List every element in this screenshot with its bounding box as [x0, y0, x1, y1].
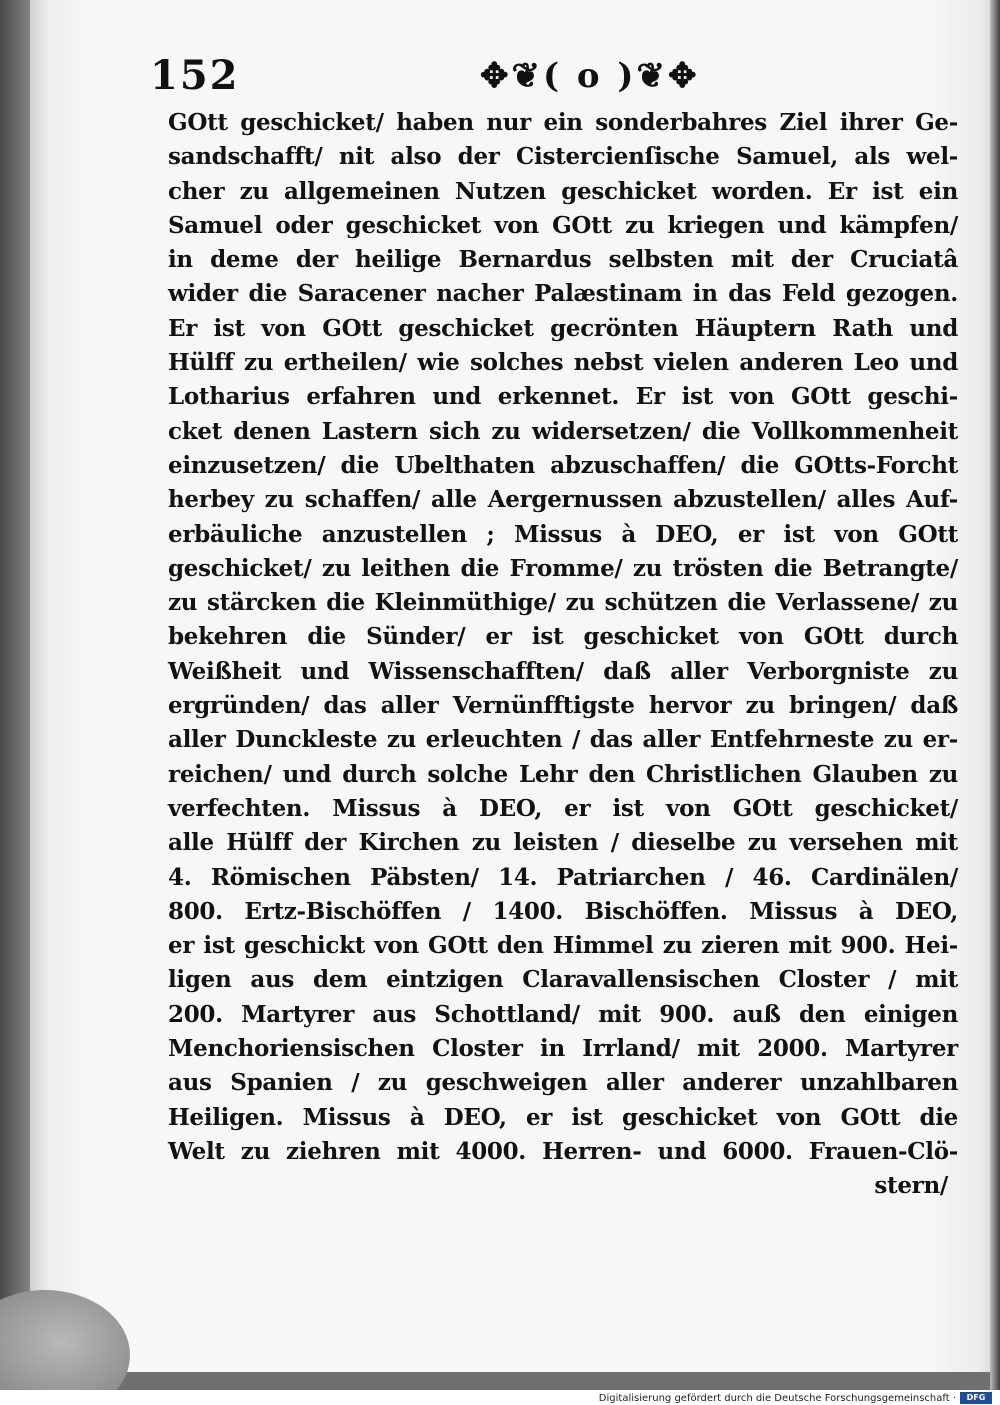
- running-header: [150, 52, 950, 112]
- text-line: Menchoriensischen Closter in Irrland/ mit 2000. Martyrer: [168, 1035, 958, 1063]
- text-line: Weißheit und Wissenschafften/ daß aller Verborgniste zu: [168, 657, 958, 685]
- text-line: zu stärcken die Kleinmüthige/ zu schützen die Verlassene/ zu: [168, 589, 958, 617]
- text-line: Welt zu ziehren mit 4000. Herren- und 6000. Frauen-Clö-: [168, 1137, 958, 1165]
- text-line: aller Dunckleste zu erleuchten / das aller Entfehrneste zu er-: [168, 726, 958, 754]
- text-line: Samuel oder geschicket von GOtt zu kriegen und kämpfen/: [168, 211, 958, 239]
- text-line: einzusetzen/ die Ubelthaten abzuschaffen/ die GOtts-Forcht: [168, 451, 958, 479]
- header-ornament: ✥❦( o )❦✥: [480, 56, 700, 96]
- page-edge-shadow: [990, 0, 1000, 1390]
- text-line: reichen/ und durch solche Lehr den Christlichen Glauben zu: [168, 760, 958, 788]
- text-line: ergründen/ das aller Vernünfftigste hervor zu bringen/ daß: [168, 692, 958, 720]
- text-line: Lotharius erfahren und erkennet. Er ist von GOtt geschi-: [168, 383, 958, 411]
- text-line: stern/: [874, 1172, 948, 1200]
- text-line: Heiligen. Missus à DEO, er ist geschicket von GOtt die: [168, 1103, 958, 1131]
- text-line: 4. Römischen Päbsten/ 14. Patriarchen / 46. Cardinälen/: [168, 863, 958, 891]
- text-line: geschicket/ zu leithen die Fromme/ zu trösten die Betrangte/: [168, 554, 958, 582]
- text-line: cher zu allgemeinen Nutzen geschicket worden. Er ist ein: [168, 177, 958, 205]
- book-gutter-shadow: [0, 0, 34, 1390]
- text-line: Hülff zu ertheilen/ wie solches nebst vielen anderen Leo und: [168, 349, 958, 377]
- text-line: in deme der heilige Bernardus selbsten mit der Cruciatâ: [168, 246, 958, 274]
- text-line: 800. Ertz-Bischöffen / 1400. Bischöffen. Missus à DEO,: [168, 897, 958, 925]
- text-line: GOtt geschicket/ haben nur ein sonderbahres Ziel ihrer Ge-: [168, 109, 958, 136]
- text-line: herbey zu schaffen/ alle Aergernussen abzustellen/ alles Auf-: [168, 486, 958, 514]
- body-text: [168, 106, 958, 1204]
- text-line: Er ist von GOtt geschicket gecrönten Häuptern Rath und: [168, 314, 958, 342]
- dfg-logo: DFG: [960, 1392, 992, 1404]
- text-line: wider die Saracener nacher Palæstinam in das Feld gezogen.: [168, 280, 958, 308]
- text-line: sandschafft/ nit also der Cistercienſische Samuel, als wel-: [168, 143, 958, 171]
- text-line: ligen aus dem eintzigen Claravallensischen Closter / mit: [168, 966, 958, 994]
- text-line: alle Hülff der Kirchen zu leisten / dieselbe zu versehen mit: [168, 829, 958, 857]
- text-line: 200. Martyrer aus Schottland/ mit 900. auß den einigen: [168, 1000, 958, 1028]
- text-line: verfechten. Missus à DEO, er ist von GOtt geschicket/: [168, 794, 958, 822]
- page-number: 152: [150, 52, 240, 99]
- text-line: cket denen Lastern sich zu widersetzen/ die Vollkommenheit: [168, 417, 958, 445]
- text-line: er ist geschickt von GOtt den Himmel zu zieren mit 900. Hei-: [168, 932, 958, 960]
- text-line: aus Spanien / zu geschweigen aller anderer unzahlbaren: [168, 1069, 958, 1097]
- digitization-credit: Digitalisierung gefördert durch die Deutsche Forschungsgemeinschaft ·: [598, 1393, 956, 1404]
- text-line: erbäuliche anzustellen ; Missus à DEO, er ist von GOtt: [168, 520, 958, 548]
- text-line: bekehren die Sünder/ er ist geschicket von GOtt durch: [168, 623, 958, 651]
